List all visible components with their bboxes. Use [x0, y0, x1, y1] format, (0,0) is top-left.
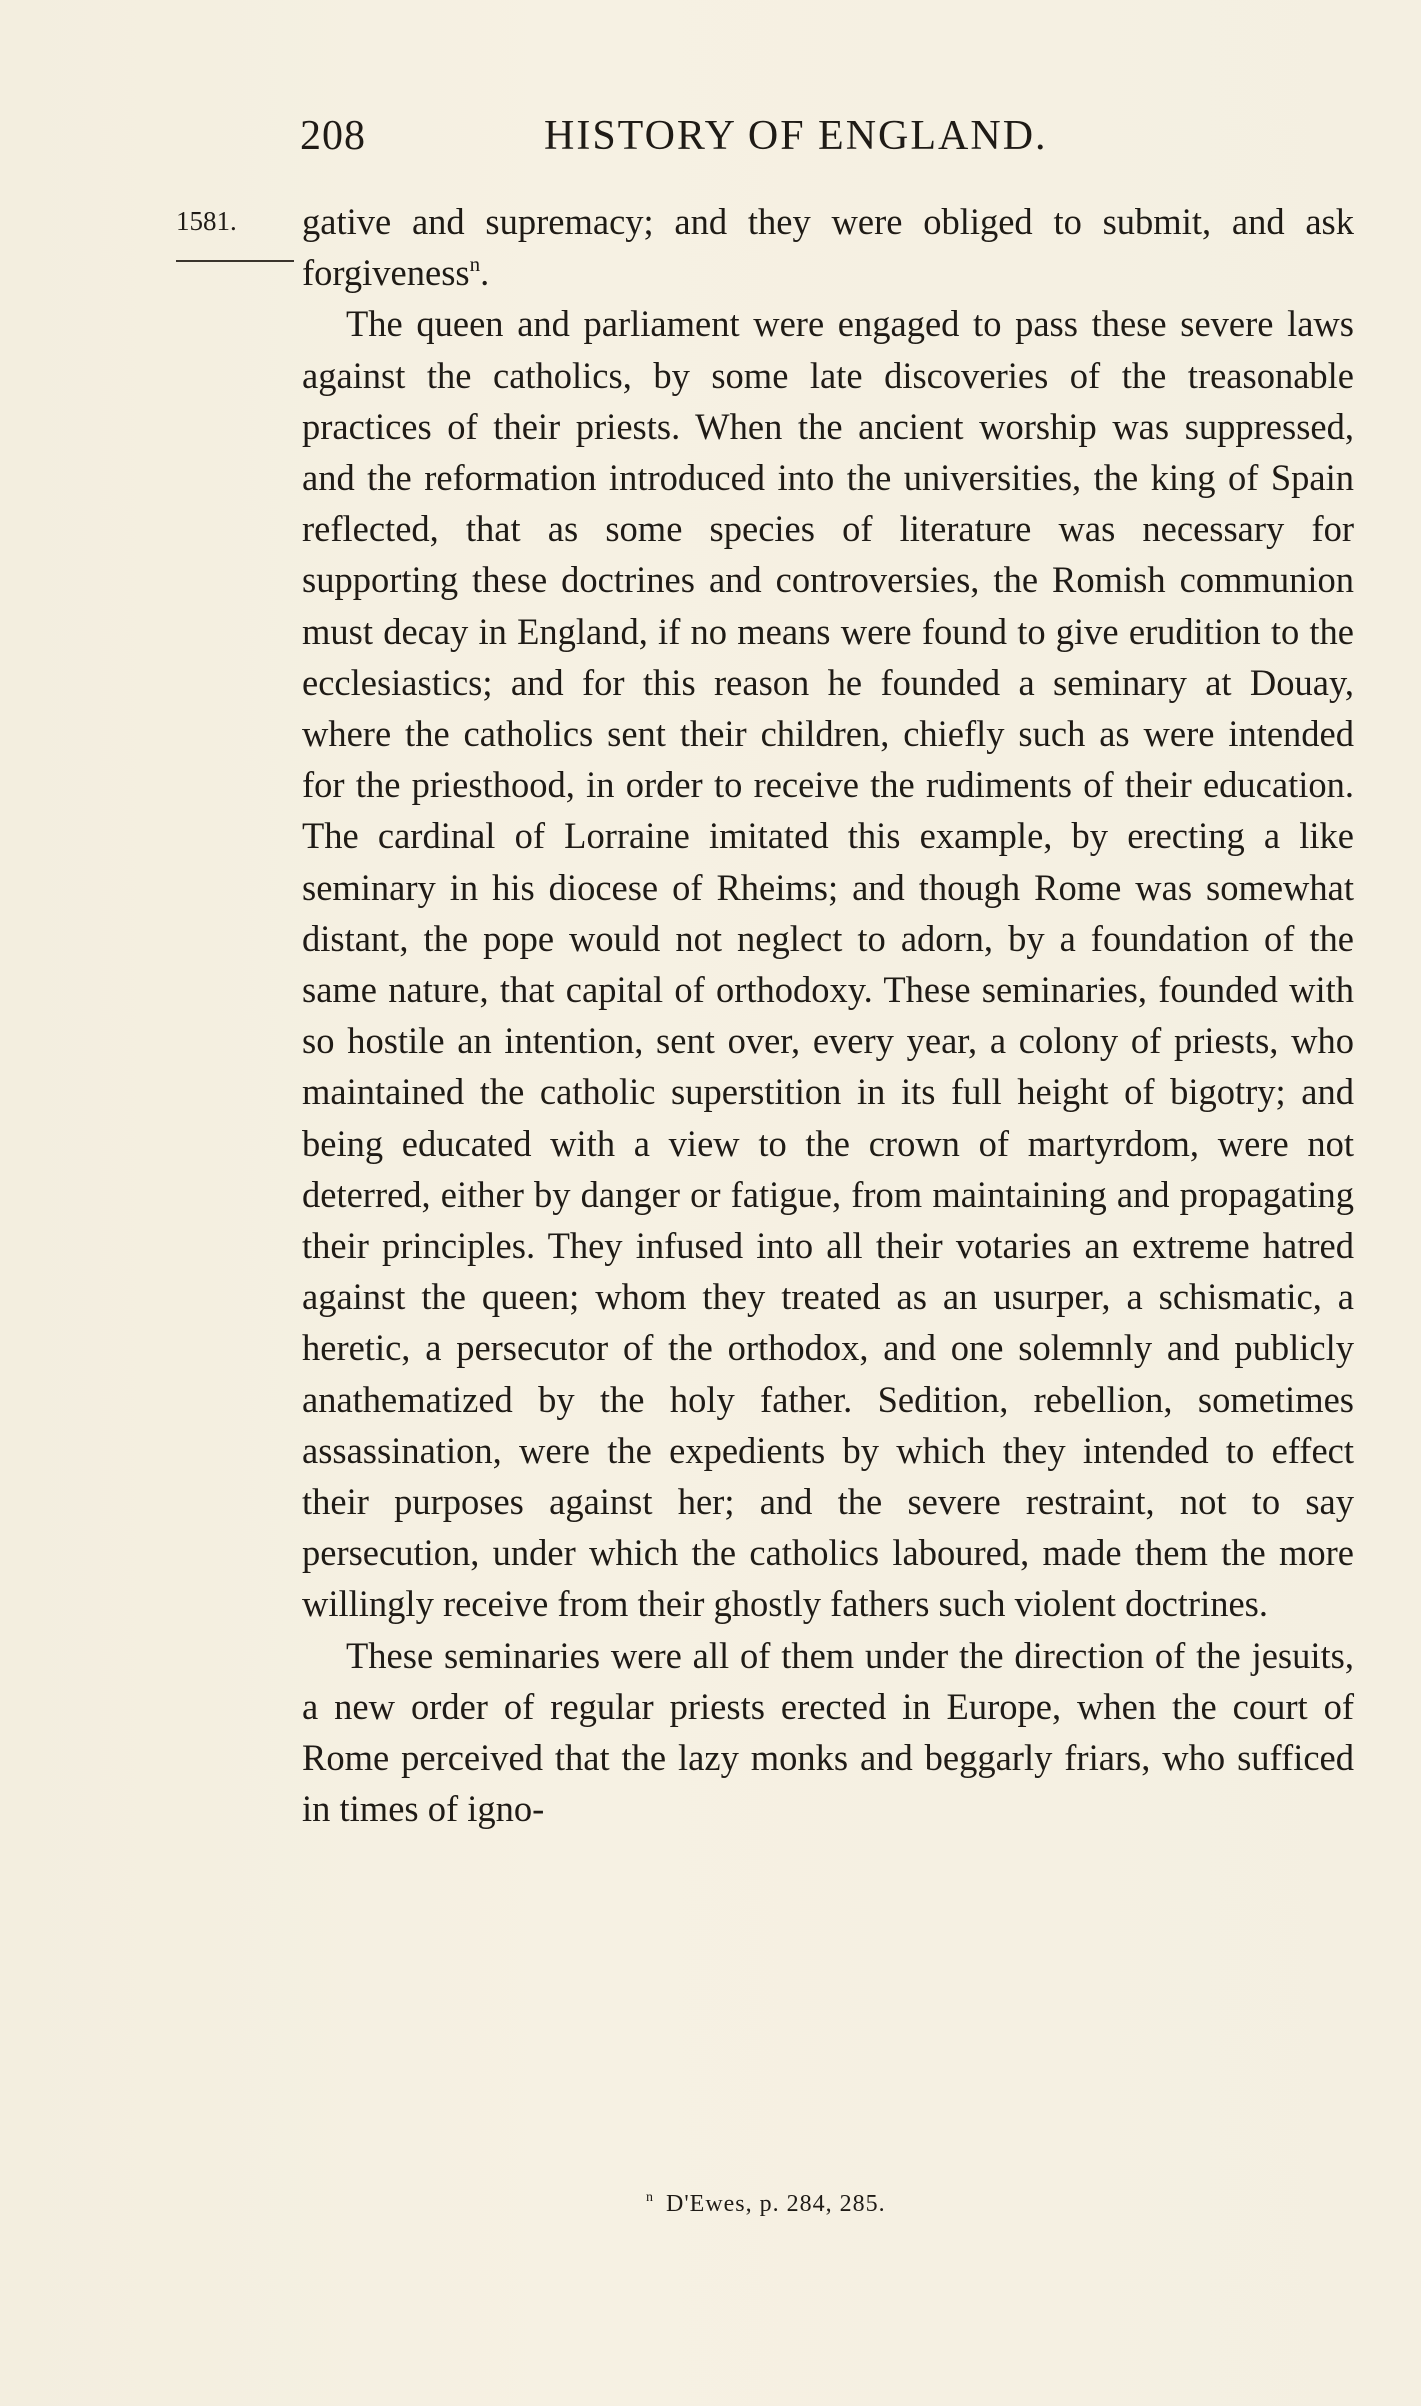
paragraph-text-end: .: [480, 252, 490, 294]
footnote-ref: n: [469, 252, 481, 277]
paragraph: The queen and parliament were engaged to pass these severe laws against the catholics, by some late discoveries of the treasonable practices of their priests. When the ancient worship was suppressed, and the reformation introduced into the universities, the king of Spain reflected, that as some species of literature was necessary for supporting these doctrines and controversies, the Romish communion must decay in England, if no means were found to give erudition to the ecclesiastics; and for this reason he founded a seminary at Douay, where the catholics sent their children, chiefly such as were intended for the priesthood, in order to receive the rudiments of their education. The cardinal of Lorraine imitated this example, by erecting a like seminary in his diocese of Rheims; and though Rome was somewhat distant, the pope would not neglect to adorn, by a foundation of the same nature, that capital of orthodoxy. These seminaries, founded with so hostile an intention, sent over, every year, a colony of priests, who maintained the catholic superstition in its full height of bigotry; and being educated with a view to the crown of martyrdom, were not deterred, either by danger or fatigue, from maintaining and propagating their principles. They infused into all their votaries an extreme hatred against the queen; whom they treated as an usurper, a schismatic, a heretic, a persecutor of the orthodox, and one solemnly and publicly anathematized by the holy father. Sedition, rebellion, sometimes assassination, were the expedients by which they intended to effect their purposes against her; and the severe restraint, not to say persecution, under which the catholics laboured, made them the more willingly receive from their ghostly fathers such violent doctrines.: [302, 303, 1354, 1625]
margin-year: 1581.: [176, 206, 237, 236]
page-number: 208: [300, 113, 366, 159]
running-head: [300, 112, 1370, 172]
paragraph-continued: [302, 196, 1354, 298]
running-title: HISTORY OF ENGLAND.: [544, 113, 1048, 159]
footnote-marker: n: [646, 2190, 654, 2205]
paragraph-text: gative and supremacy; and they were obliged to submit, and ask forgiveness: [302, 201, 1354, 294]
paragraph: These seminaries were all of them under the direction of the jesuits, a new order of regular priests erected in Europe, when the court of Rome perceived that the lazy monks and beggarly friars, who sufficed in times of igno-: [302, 1634, 1354, 1830]
footnote-text: D'Ewes, p. 284, 285.: [666, 2191, 886, 2217]
margin-rule: [176, 260, 294, 262]
footnote: [646, 2191, 886, 2218]
body-text: [302, 196, 1354, 1835]
